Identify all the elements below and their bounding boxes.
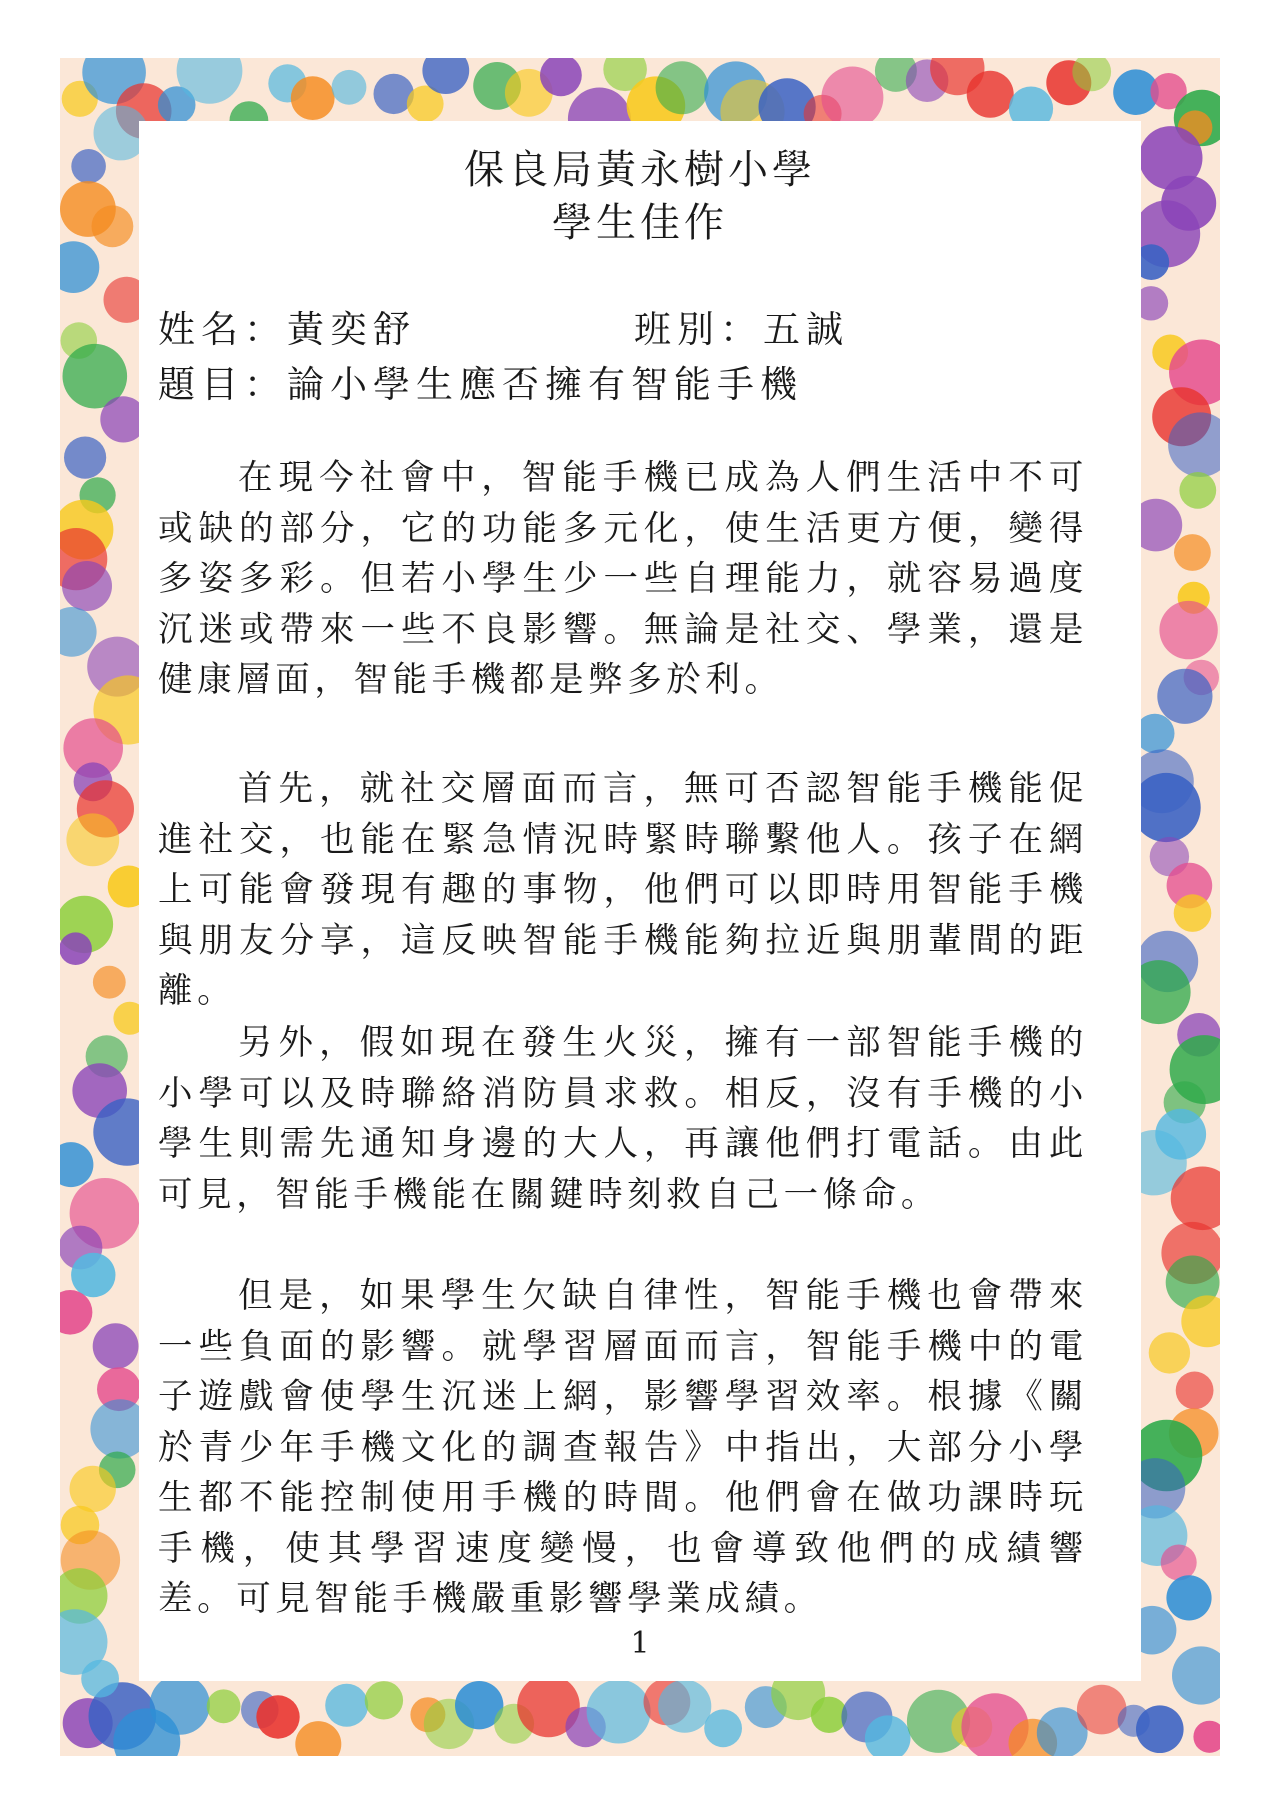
- watercolor-dot: [967, 71, 1014, 118]
- watercolor-dot: [81, 1660, 119, 1698]
- watercolor-dot: [71, 1253, 115, 1297]
- watercolor-dot: [207, 1689, 241, 1723]
- essay-paragraph-2: 首先，就社交層面而言，無可否認智能手機能促進社交，也能在緊急情況時緊時聯繫他人。孩子在網上可能會發現有趣的事物，他們可以即時用智能手機與朋友分享，這反映智能手機能夠拉近與朋輩間的距離。: [158, 769, 1088, 1011]
- page-number: 1: [630, 1626, 650, 1661]
- watercolor-dot: [93, 966, 126, 999]
- watercolor-dot: [587, 1680, 651, 1744]
- watercolor-dot: [1174, 534, 1211, 571]
- student-name-line: [158, 299, 416, 353]
- essay-paragraph-4: 但是，如果學生欠缺自律性，智能手機也會帶來一些負面的影響。就學習層面而言，智能手機中的電子遊戲會使學生沉迷上網，影響學習效率。根據《關於青少年手機文化的調查報告》中指出，大部分小學生都不能控制使用手機的時間。他們會在做功課時玩手機，使其學習速度變慢，也會導致他們的成績響差。可見智能手機嚴重影響學業成績。: [158, 1276, 1088, 1619]
- watercolor-dot: [1157, 669, 1212, 724]
- watercolor-dot: [64, 437, 106, 479]
- watercolor-dot: [1132, 773, 1201, 842]
- watercolor-dot: [60, 1290, 92, 1335]
- class-value: 五誠: [763, 308, 849, 351]
- essay-topic-line: [158, 354, 803, 408]
- watercolor-dot: [291, 76, 335, 120]
- watercolor-dot: [1136, 1705, 1184, 1753]
- watercolor-dot: [70, 1466, 116, 1512]
- watercolor-dot: [658, 1680, 711, 1733]
- watercolor-dot: [1166, 1575, 1211, 1620]
- watercolor-dot: [1174, 894, 1212, 932]
- topic-label: 題目：: [158, 363, 287, 406]
- watercolor-dot: [821, 67, 883, 129]
- watercolor-dot: [1193, 1721, 1220, 1753]
- watercolor-dot: [656, 61, 709, 114]
- student-class-line: [634, 299, 849, 353]
- name-value: 黃奕舒: [287, 308, 416, 351]
- essay-page: [139, 121, 1141, 1681]
- watercolor-dot: [60, 932, 92, 965]
- essay-paragraph-3: 另外，假如現在發生火災，擁有一部智能手機的小學可以及時聯絡消防員求救。相反，沒有手機的小學生則需先通知身邊的大人，再讓他們打電話。由此可見，智能手機能在關鍵時刻救自己一條命。: [158, 1023, 1088, 1215]
- watercolor-dot: [295, 1721, 341, 1756]
- watercolor-dot: [62, 561, 112, 611]
- watercolor-dot: [365, 1681, 403, 1719]
- school-name: 保良局黃永樹小學: [464, 147, 816, 193]
- watercolor-dot: [1176, 1372, 1214, 1410]
- watercolor-dot: [92, 205, 134, 247]
- essay-paragraph-1: 在現今社會中，智能手機已成為人們生活中不可或缺的部分，它的功能多元化，使生活更方便，變得多姿多彩。但若小學生少一些自理能力，就容易過度沉迷或帶來一些不良影響。無論是社交、學業，還是健康層面，智能手機都是弊多於利。: [158, 458, 1088, 700]
- watercolor-dot: [66, 813, 119, 866]
- watercolor-dot: [93, 1323, 139, 1369]
- watercolor-dot: [704, 1709, 742, 1747]
- class-label: 班別：: [634, 308, 763, 351]
- watercolor-dot: [1149, 1332, 1190, 1373]
- watercolor-dot: [60, 1142, 93, 1187]
- watercolor-dot: [256, 1695, 299, 1738]
- watercolor-dot: [1135, 714, 1174, 753]
- watercolor-dot: [1172, 1646, 1220, 1704]
- watercolor-dot: [1179, 472, 1216, 509]
- watercolor-dot: [71, 149, 106, 184]
- topic-value: 論小學生應否擁有智能手機: [287, 363, 803, 406]
- watercolor-dot: [332, 70, 367, 105]
- watercolor-dot: [60, 241, 99, 293]
- watercolor-dot: [1161, 1545, 1197, 1581]
- watercolor-dot: [1159, 601, 1217, 659]
- name-label: 姓名：: [158, 308, 287, 351]
- watercolor-dot: [325, 1684, 368, 1727]
- watercolor-dot: [60, 607, 97, 657]
- document-subtitle: 學生佳作: [552, 200, 728, 246]
- watercolor-dot: [150, 1675, 210, 1735]
